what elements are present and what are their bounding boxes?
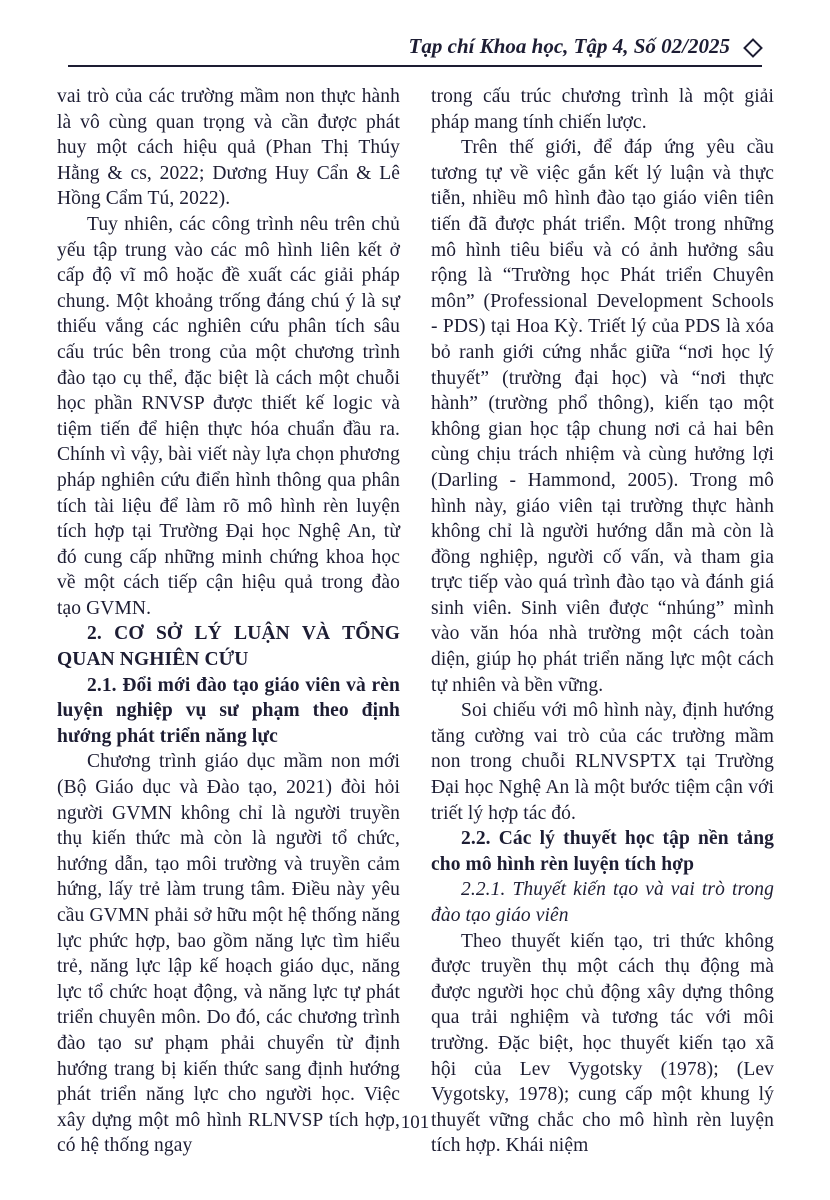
subsection-heading: 2.2. Các lý thuyết học tập nền tảng cho mô hình rèn luyện tích hợp (431, 828, 774, 875)
subsubsection-heading: 2.2.1. Thuyết kiến tạo và vai trò trong đào tạo giáo viên (431, 879, 774, 926)
two-column-text (57, 84, 775, 1159)
paragraph: Tuy nhiên, các công trình nêu trên chủ yếu tập trung vào các mô hình liên kết ở cấp độ vĩ mô hoặc đề xuất các giải pháp chung. Một khoảng trống đáng chú ý là sự thiếu vắng các nghiên cứu phân tích sâu cấu trúc bên trong của một chương trình đào tạo cụ thể, đặc biệt là cách một chuỗi học phần RNVSP được thiết kế logic và tiệm tiến để hiện thực hóa chuẩn đầu ra. Chính vì vậy, bài viết này lựa chọn phương pháp nghiên cứu điển hình thông qua phân tích tài liệu để làm rõ mô hình rèn luyện tích hợp tại Trường Đại học Nghệ An, từ đó cung cấp những minh chứng khoa học về một cách tiếp cận hiệu quả trong đào tạo GVMN. (57, 213, 400, 619)
paragraph: Trên thế giới, để đáp ứng yêu cầu tương tự về việc gắn kết lý luận và thực tiễn, nhiều mô hình đào tạo giáo viên tiên tiến đã được phát triển. Một trong những mô hình tiêu biểu và có ảnh hưởng sâu rộng là “Trường học Phát triển Chuyên môn” (Professional Development Schools - PDS) tại Hoa Kỳ. Triết lý của PDS là xóa bỏ ranh giới cứng nhắc giữa “nơi học lý thuyết” (trường đại học) và “nơi thực hành” (trường phổ thông), kiến tạo một không gian học tập chung nơi cả hai bên cùng chịu trách nhiệm và cùng hưởng lợi (Darling - Hammond, 2005). Trong mô hình này, giáo viên tại trường thực hành không chỉ là người hướng dẫn mà còn là đồng nghiệp, người cố vấn, và tham gia trực tiếp vào quá trình đào tạo và đánh giá sinh viên. Sinh viên được “nhúng” mình vào văn hóa nhà trường một cách toàn diện, giúp họ phát triển năng lực một cách tự nhiên và bền vững. (431, 137, 774, 696)
diamond-icon (743, 38, 763, 58)
journal-title: Tạp chí Khoa học, Tập 4, Số 02/2025 (408, 34, 730, 58)
section-heading: 2. CƠ SỞ LÝ LUẬN VÀ TỔNG QUAN NGHIÊN CỨU (57, 623, 400, 671)
paragraph: Chương trình giáo dục mầm non mới (Bộ Giáo dục và Đào tạo, 2021) đòi hỏi người GVMN không chỉ là người truyền thụ kiến thức mà còn là người tổ chức, hướng dẫn, tạo môi trường và truyền cảm hứng, lấy trẻ làm trung tâm. Điều này yêu cầu GVMN phải sở hữu một hệ thống năng lực phức hợp, bao gồm năng lực tìm hiểu trẻ, năng lực lập kế hoạch giáo dục, năng lực tổ chức hoạt động, và năng lực tự phát triển chuyên môn. Do đó, các chương trình đào tạo sư phạm phải chuyển từ định hướng trang bị kiến thức sang định hướng phát triển năng lực cho người học. Việc xây dựng một mô hình RLNVSP tích hợp, có hệ thống ngay (57, 751, 400, 1157)
paragraph-continuation: vai trò của các trường mầm non thực hành là vô cùng quan trọng và cần được phát huy một cách hiệu quả (Phan Thị Thúy Hằng & cs, 2022; Dương Huy Cẩn & Lê Hồng Cẩm Tú, 2022). (57, 86, 400, 210)
page-number: 101 (400, 1112, 430, 1133)
subsection-heading: 2.1. Đổi mới đào tạo giáo viên và rèn luyện nghiệp vụ sư phạm theo định hướng phát triển năng lực (57, 674, 400, 747)
paragraph: Theo thuyết kiến tạo, tri thức không được truyền thụ một cách thụ động mà được người học chủ động xây dựng thông qua trải nghiệm và tương tác với môi trường. Đặc biệt, học thuyết kiến tạo xã hội của Lev Vygotsky (1978); (Lev Vygotsky, 1978); cung cấp một khung lý thuyết vững chắc cho mô hình rèn luyện tích hợp. Khái niệm (431, 930, 774, 1157)
page-footer (0, 1112, 830, 1134)
page-header (68, 34, 762, 67)
right-column (431, 84, 774, 1159)
paragraph-continuation: trong cấu trúc chương trình là một giải pháp mang tính chiến lược. (431, 86, 774, 133)
paragraph: Soi chiếu với mô hình này, định hướng tăng cường vai trò của các trường mầm non trong chuỗi RLNVSPTX tại Trường Đại học Nghệ An là một bước tiệm cận với triết lý hợp tác đó. (431, 700, 774, 824)
left-column (57, 84, 400, 1159)
